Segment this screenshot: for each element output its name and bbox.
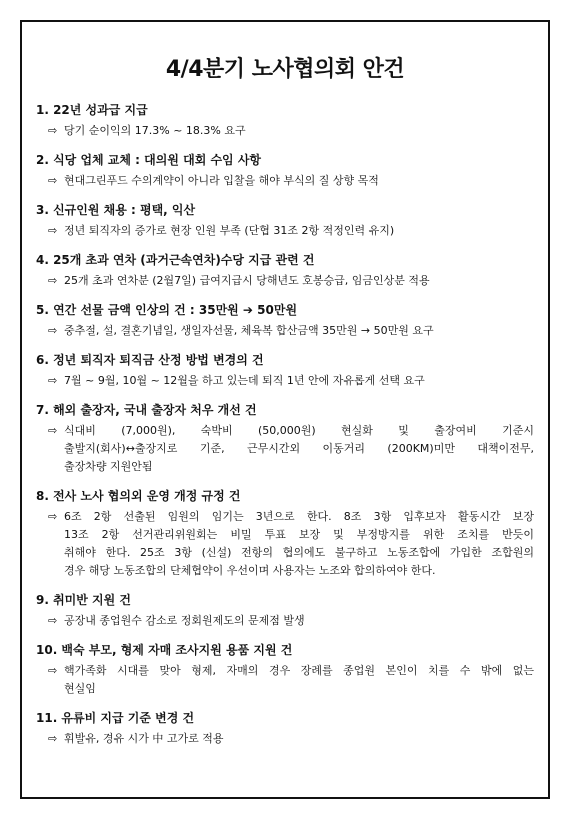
agenda-item-heading: 9. 취미반 지원 건 <box>36 593 131 607</box>
agenda-item <box>36 710 534 748</box>
agenda-item-detail-line: 현대그린푸드 수의계약이 아니라 입찰을 해야 부식의 질 상향 목적 <box>64 174 379 187</box>
document-frame <box>20 20 550 799</box>
right-arrow-icon: ⇨ <box>48 424 58 437</box>
agenda-item-detail-line: 6조 2항 선출된 임원의 임기는 3년으로 한다. 8조 3항 입후보자 활동시간 보장 <box>64 510 534 523</box>
agenda-item-detail <box>36 508 534 580</box>
agenda-item-detail <box>36 730 534 748</box>
agenda-item-detail-line: 식대비 (7,000원), 숙박비 (50,000원) 현실화 및 출장여비 기준시 <box>64 424 534 437</box>
right-arrow-icon: ⇨ <box>48 274 58 287</box>
agenda-item <box>36 352 534 390</box>
agenda-item-heading: 7. 해외 출장자, 국내 출장자 처우 개선 건 <box>36 403 257 417</box>
agenda-item <box>36 402 534 476</box>
agenda-item-heading: 5. 연간 선물 금액 인상의 건 : 35만원 ➔ 50만원 <box>36 303 298 317</box>
agenda-item-detail-line: 13조 2항 선거관리위원회는 비밀 투표 보장 및 부정방지를 위한 조치를 반듯이 <box>64 528 534 541</box>
agenda-list <box>36 102 534 760</box>
agenda-item <box>36 642 534 698</box>
agenda-item-heading: 10. 백숙 부모, 형제 자매 조사지원 용품 지원 건 <box>36 643 293 657</box>
agenda-item-heading: 1. 22년 성과급 지급 <box>36 103 148 117</box>
right-arrow-icon: ⇨ <box>48 664 58 677</box>
agenda-item-detail <box>36 272 534 290</box>
agenda-item <box>36 202 534 240</box>
agenda-item <box>36 592 534 630</box>
agenda-item-heading: 8. 전사 노사 협의외 운영 개정 규정 건 <box>36 489 241 503</box>
agenda-item-detail-line: 공장내 종업원수 감소로 정회원제도의 문제점 발생 <box>64 614 305 627</box>
agenda-item-heading: 4. 25개 초과 연차 (과거근속연차)수당 지급 관련 건 <box>36 253 315 267</box>
right-arrow-icon: ⇨ <box>48 124 58 137</box>
agenda-item <box>36 252 534 290</box>
agenda-item <box>36 488 534 580</box>
right-arrow-icon: ⇨ <box>48 174 58 187</box>
right-arrow-icon: ⇨ <box>48 324 58 337</box>
agenda-item <box>36 152 534 190</box>
right-arrow-icon: ⇨ <box>48 732 58 745</box>
agenda-item-detail-line: 정년 퇴직자의 증가로 현장 인원 부족 (단협 31조 2항 적정인력 유지) <box>64 224 395 237</box>
agenda-item-detail-line: 출장차량 지원안됨 <box>64 460 153 473</box>
agenda-item-detail-line: 휘발유, 경유 시가 中 고가로 적용 <box>64 732 224 745</box>
agenda-item-detail <box>36 122 534 140</box>
right-arrow-icon: ⇨ <box>48 510 58 523</box>
agenda-item-heading: 11. 유류비 지급 기준 변경 건 <box>36 711 195 725</box>
right-arrow-icon: ⇨ <box>48 614 58 627</box>
agenda-item-detail-line: 중추절, 설, 결혼기념일, 생일자선물, 체육복 합산금액 35만원 → 50만원 요구 <box>64 324 434 337</box>
agenda-item-detail-line: 당기 순이익의 17.3% ~ 18.3% 요구 <box>64 124 246 137</box>
agenda-item-detail <box>36 372 534 390</box>
agenda-item-detail <box>36 322 534 340</box>
agenda-item <box>36 102 534 140</box>
agenda-item <box>36 302 534 340</box>
agenda-item-detail-line: 25개 초과 연차분 (2월7일) 급여지급시 당해년도 호봉승급, 임금인상분 적용 <box>64 274 430 287</box>
agenda-item-detail-line: 출발지(회사)↔출장지로 기준, 근무시간외 이동거리 (200KM)미만 대책이전무, <box>64 442 534 455</box>
agenda-item-heading: 3. 신규인원 채용 : 평택, 익산 <box>36 203 196 217</box>
right-arrow-icon: ⇨ <box>48 224 58 237</box>
agenda-item-detail <box>36 662 534 698</box>
agenda-item-detail-line: 취해야 한다. 25조 3항 (신설) 전항의 협의에도 불구하고 노동조합에 가입한 조합원의 <box>64 546 534 559</box>
agenda-item-detail-line: 7월 ~ 9월, 10월 ~ 12월을 하고 있는데 퇴직 1년 안에 자유롭게 선택 요구 <box>64 374 425 387</box>
agenda-item-detail <box>36 422 534 476</box>
agenda-item-heading: 6. 정년 퇴직자 퇴직금 산정 방법 변경의 건 <box>36 353 264 367</box>
document-title: 4/4분기 노사협의회 안건 <box>165 57 405 82</box>
agenda-item-detail <box>36 612 534 630</box>
agenda-item-detail <box>36 172 534 190</box>
right-arrow-icon: ⇨ <box>48 374 58 387</box>
agenda-item-detail <box>36 222 534 240</box>
agenda-item-heading: 2. 식당 업체 교체 : 대의원 대회 수임 사항 <box>36 153 262 167</box>
agenda-item-detail-line: 경우 해당 노동조합의 단체협약이 우선이며 사용자는 노조와 합의하여야 한다. <box>64 564 436 577</box>
agenda-item-detail-line: 핵가족화 시대를 맞아 형제, 자매의 경우 장례를 종업원 본인이 치를 수 밖에 없는 <box>64 664 534 677</box>
agenda-item-detail-line: 현실임 <box>64 682 96 695</box>
